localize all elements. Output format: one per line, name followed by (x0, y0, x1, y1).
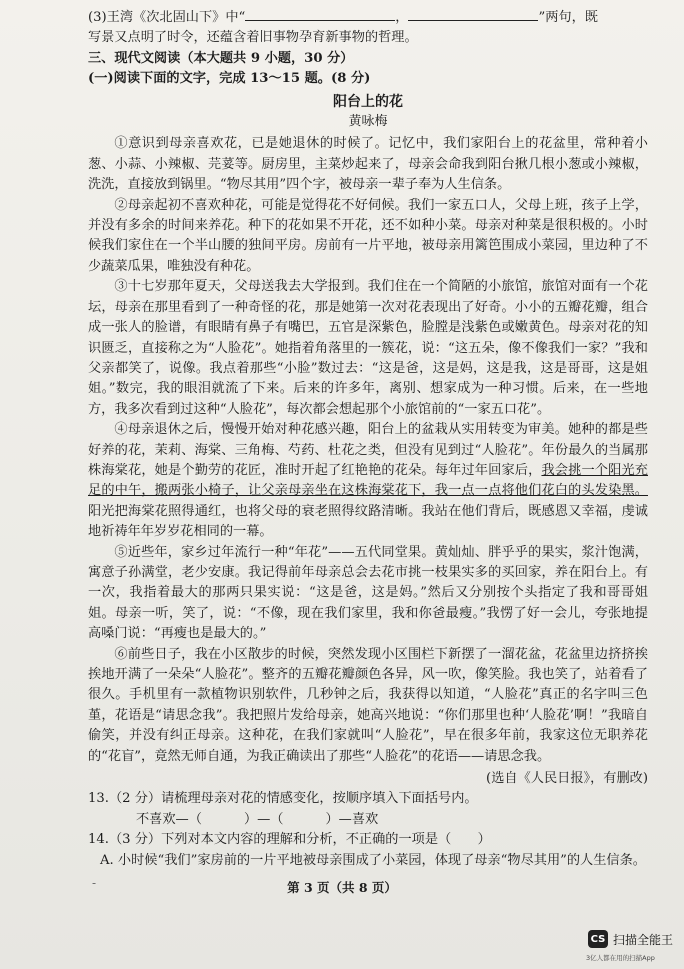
camscanner-logo-icon: CS (588, 930, 608, 948)
answer-blank-2[interactable] (408, 6, 538, 21)
answer-blank-1[interactable] (245, 6, 395, 21)
paragraph-4: ④母亲退休之后，慢慢开始对种花感兴趣，阳台上的盆栽从实用转变为审美。她种的都是些好养的花，茉莉、海棠、三角梅、芍药、杜花之类，但没有见到过“人脸花”。年份最久的当属那株海棠花，她是个勤劳的花匠，准时开起了红艳艳的花朵。每年过年回家后，我会挑一个阳光充足的中午，搬两张小椅子，让父亲母亲坐在这株海棠花下，我一点一点将他们花白的头发染黑。阳光把海棠花照得通红，也将父母的衰老照得纹路清晰。我站在他们背后，既感恩又幸福，虔诚地祈祷年年岁岁花相同的一幕。 (88, 422, 648, 540)
paragraph-3: ③十七岁那年夏天，父母送我去大学报到。我们住在一个简陋的小旅馆，旅馆对面有一个花坛，母亲在那里看到了一种奇怪的花，那是她第一次对花表现出了好奇。小小的五瓣花瓣，组合成一张人的脸谱，有眼睛有鼻子有嘴巴，五官是深紫色，脸膛是浅紫色或嫩黄色。母亲对花的知识匮乏，直接称之为“人脸花”。她指着角落里的一簇花，说：“这五朵，像不像我们一家？”我和父亲都笑了，说像。我点着那些“小脸”数过去：“这是爸，这是妈，这是我，这是哥哥，这是姐姐。”数完，我的眼泪就流了下来。后来的许多年，离别、想家成为一种习惯。后来，在一些地方，我多次看到过这种“人脸花”，每次都会想起那个小旅馆前的“一家五口花”。 (88, 279, 648, 417)
question-14: 14.（3 分）下列对本文内容的理解和分析，不正确的一项是（ ） (88, 832, 491, 848)
article-title: 阳台上的花 (333, 93, 403, 110)
subsection-heading: (一)阅读下面的文字，完成 13～15 题。(8 分) (88, 71, 371, 87)
article-source: (选自《人民日报》，有删改) (486, 771, 648, 787)
section-heading: 三、现代文阅读（本大题共 9 小题，30 分） (88, 50, 354, 66)
watermark-tagline: 3亿人都在用的扫描App (586, 954, 655, 962)
article-author: 黄咏梅 (348, 114, 388, 130)
paragraph-1: ①意识到母亲喜欢花，已是她退休的时候了。记忆中，我们家阳台上的花盆里，常种着小葱、小蒜、小辣椒、芫荽等。厨房里，主菜炒起来了，母亲会命我到阳台揪几根小葱或小辣椒，洗洗，直接放到锅里。“物尽其用”四个字，被母亲一辈子奉为人生信条。 (88, 136, 648, 193)
footer-mark: - (92, 876, 97, 890)
underlined-sentence: 我会挑一个阳光充足的中午，搬两张小椅子，让父亲母亲坐在这株海棠花下，我一点一点将他们花白的头发染黑。 (88, 462, 648, 499)
question-13: 13.（2 分）请梳理母亲对花的情感变化，按顺序填入下面括号内。 (88, 791, 478, 807)
page-content (88, 6, 648, 871)
question-13-fill-row: 不喜欢—（ ）—（ ）—喜欢 (136, 811, 379, 827)
paragraph-2: ②母亲起初不喜欢种花，可能是觉得花不好伺候。我们一家五口人，父母上班，孩子上学，并没有多余的时间来养花。种下的花如果不开花，还不如种小菜。母亲对种菜是很积极的。小时候我们家住在一个半山腰的独间平房。房前有一片平地，被母亲用篱笆围成小菜园，里边种了不少蔬菜瓜果，唯独没有种花。 (88, 197, 648, 274)
page-number: 第 3 页（共 8 页） (287, 880, 397, 895)
scanner-watermark (588, 930, 673, 948)
question-3-line: (3)王湾《次北固山下》中“ ， ”两句，既 (88, 6, 648, 28)
paragraph-5: ⑤近些年，家乡过年流行一种“年花”——五代同堂果。黄灿灿、胖乎乎的果实，浆汁饱满，寓意子孙满堂，老少安康。我记得前年母亲总会去花市挑一枝果实多的买回家，养在阳台上。有一次，我指着最大的那两只果实说：“这是爸，这是妈。”然后又分别按个头指定了我和哥哥姐姐。母亲一听，笑了，说：“不像，现在我们家里，我和你爸最瘦。”我愣了好一会儿，夸张地提高嗓门说：“再瘦也是最大的。” (88, 544, 648, 642)
question-3-line-2: 写景又点明了时令，还蕴含着旧事物孕育新事物的哲理。 (88, 30, 418, 46)
watermark-name: 扫描全能王 (613, 932, 674, 947)
paragraph-6: ⑥前些日子，我在小区散步的时候，突然发现小区围栏下新摆了一溜花盆，花盆里边挤挤挨挨地开满了一朵朵“人脸花”。整齐的五瓣花瓣颜色各异，风一吹，像笑脸。我也笑了，站着看了很久。手机里有一款植物识别软件，几秒钟之后，我获得以知道，“人脸花”真正的名字叫三色堇，花语是“请思念我”。我把照片发给母亲，她高兴地说：“你们那里也种‘人脸花’啊！”我暗自偷笑，并没有纠正母亲。这种花，在我们家就叫“人脸花”，早在很多年前，我家这位无职养花的“花盲”，竟然无师自通，为我正确读出了那些“人脸花”的花语——请思念我。 (88, 646, 648, 764)
question-14-option-a: A. 小时候“我们”家房前的一片平地被母亲围成了小菜园，体现了母亲“物尽其用”的人生信条。 (100, 852, 646, 868)
